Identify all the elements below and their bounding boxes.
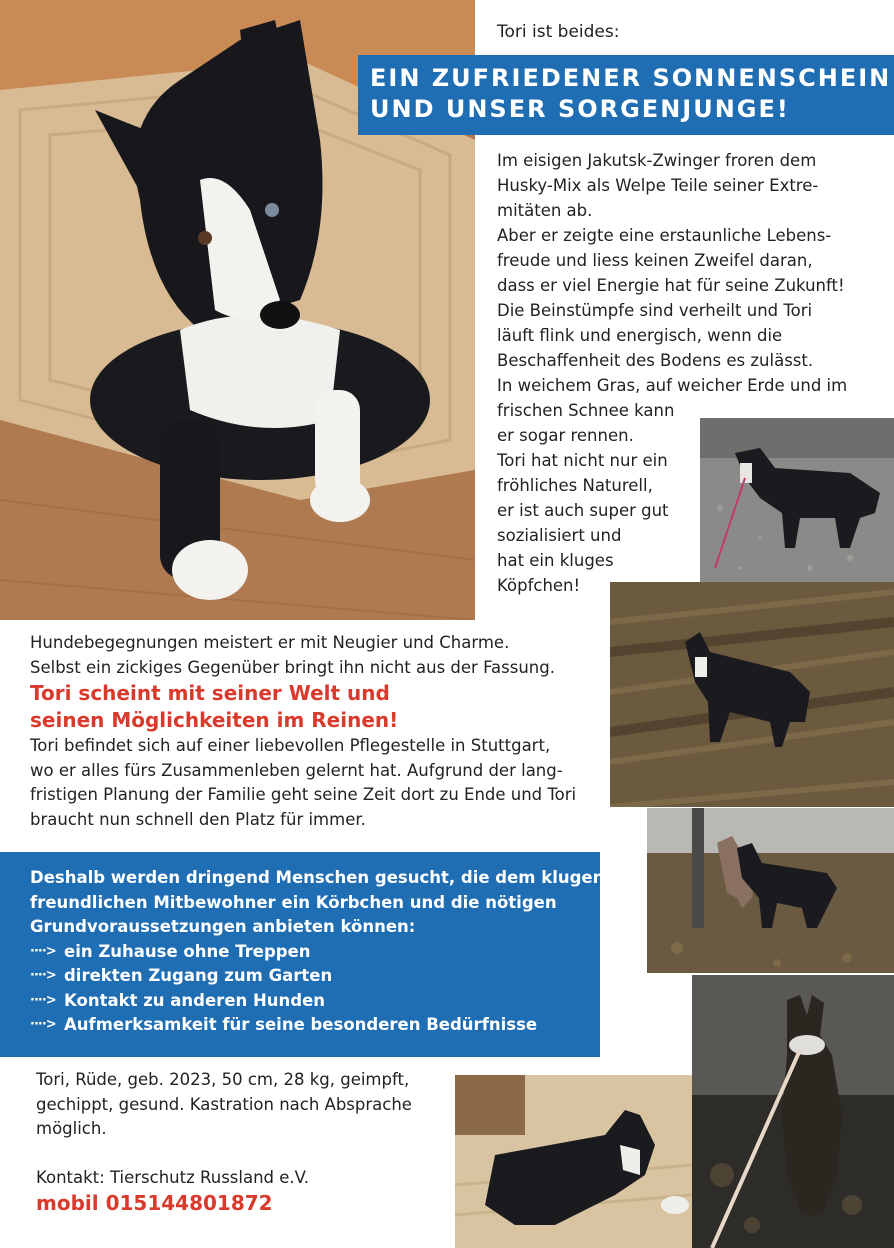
foster-line-3: fristigen Planung der Familie geht seine Zeit dort zu Ende und Tori bbox=[30, 785, 577, 804]
dog-floor-photo bbox=[455, 1075, 692, 1248]
story-line: Tori hat nicht nur ein bbox=[497, 451, 668, 470]
facts-line-2: gechippt, gesund. Kastration nach Absprache bbox=[36, 1094, 412, 1114]
encounters-text bbox=[30, 631, 600, 832]
title-banner bbox=[358, 55, 894, 135]
story-line: freude und liess keinen Zweifel daran, bbox=[497, 251, 813, 270]
requirement-label: Aufmerksamkeit für seine besonderen Bedürfnisse bbox=[64, 1015, 538, 1034]
arrow-right-icon: ····> bbox=[30, 968, 56, 983]
story-line: Köpfchen! bbox=[497, 576, 581, 595]
highlight-line-1: Tori scheint mit seiner Welt und bbox=[30, 681, 390, 705]
story-line: läuft flink und energisch, wenn die bbox=[497, 326, 783, 345]
requirement-item bbox=[30, 989, 580, 1014]
story-line: dass er viel Energie hat für seine Zukunft! bbox=[497, 276, 845, 295]
requirement-label: Kontakt zu anderen Hunden bbox=[64, 990, 326, 1010]
foster-line-4: braucht nun schnell den Platz für immer. bbox=[30, 809, 366, 829]
arrow-right-icon: ····> bbox=[30, 992, 56, 1008]
story-line: Die Beinstümpfe sind verheilt und Tori bbox=[497, 301, 813, 320]
foster-line-2: wo er alles fürs Zusammenleben gelernt hat. Aufgrund der lang- bbox=[30, 760, 563, 780]
story-line: hat ein kluges bbox=[497, 551, 614, 570]
arrow-right-icon: ····> bbox=[30, 1017, 56, 1032]
story-line: er sogar rennen. bbox=[497, 426, 634, 445]
dog-walk-photo bbox=[700, 418, 894, 582]
requirement-item bbox=[30, 964, 580, 989]
appeal-box bbox=[0, 852, 611, 1057]
encounters-line-2: Selbst ein zickiges Gegenüber bringt ihn nicht aus der Fassung. bbox=[30, 657, 555, 677]
requirement-item bbox=[30, 940, 580, 965]
phone-number[interactable]: mobil 015144801872 bbox=[36, 1190, 273, 1215]
appeal-line-1: Deshalb werden dringend Menschen gesucht, die dem klugen, bbox=[30, 868, 611, 887]
title-line-1: EIN ZUFRIEDENER SONNENSCHEIN bbox=[370, 64, 892, 92]
facts-line-3: möglich. bbox=[36, 1119, 107, 1138]
spacer bbox=[36, 1142, 456, 1167]
requirement-item bbox=[30, 1013, 580, 1038]
appeal-line-3: Grundvoraussetzungen anbieten können: bbox=[30, 917, 416, 936]
intro-text: Tori ist beides: bbox=[497, 22, 620, 42]
requirement-label: direkten Zugang zum Garten bbox=[64, 966, 333, 985]
story-line: sozialisiert und bbox=[497, 526, 622, 545]
requirement-label: ein Zuhause ohne Treppen bbox=[64, 941, 311, 961]
highlight-line-2: seinen Möglichkeiten im Reinen! bbox=[30, 708, 399, 732]
dog-meadow-photo bbox=[610, 582, 894, 807]
arrow-right-icon: ····> bbox=[30, 943, 56, 959]
facts-text bbox=[36, 1068, 456, 1215]
story-line: fröhliches Naturell, bbox=[497, 476, 653, 495]
dog-leash-photo bbox=[692, 975, 894, 1248]
story-line: Beschaffenheit des Bodens es zulässt. bbox=[497, 351, 814, 370]
story-line: mitäten ab. bbox=[497, 201, 593, 220]
story-line: Aber er zeigte eine erstaunliche Lebens- bbox=[497, 226, 832, 245]
story-line: Husky-Mix als Welpe Teile seiner Extre- bbox=[497, 176, 819, 195]
story-line: frischen Schnee kann bbox=[497, 401, 675, 420]
appeal-line-2: freundlichen Mitbewohner ein Körbchen und die nötigen bbox=[30, 892, 557, 912]
encounters-line-1: Hundebegegnungen meistert er mit Neugier und Charme. bbox=[30, 633, 510, 652]
story-line: er ist auch super gut bbox=[497, 501, 669, 520]
title-line-2: UND UNSER SORGENJUNGE! bbox=[370, 95, 790, 123]
story-line: Im eisigen Jakutsk-Zwinger froren dem bbox=[497, 151, 817, 170]
facts-line-1: Tori, Rüde, geb. 2023, 50 cm, 28 kg, geimpft, bbox=[36, 1070, 410, 1089]
story-line: In weichem Gras, auf weicher Erde und im bbox=[497, 376, 848, 395]
two-dogs-photo bbox=[647, 808, 894, 973]
contact-line: Kontakt: Tierschutz Russland e.V. bbox=[36, 1168, 310, 1187]
foster-line-1: Tori befindet sich auf einer liebevollen Pflegestelle in Stuttgart, bbox=[30, 736, 551, 755]
